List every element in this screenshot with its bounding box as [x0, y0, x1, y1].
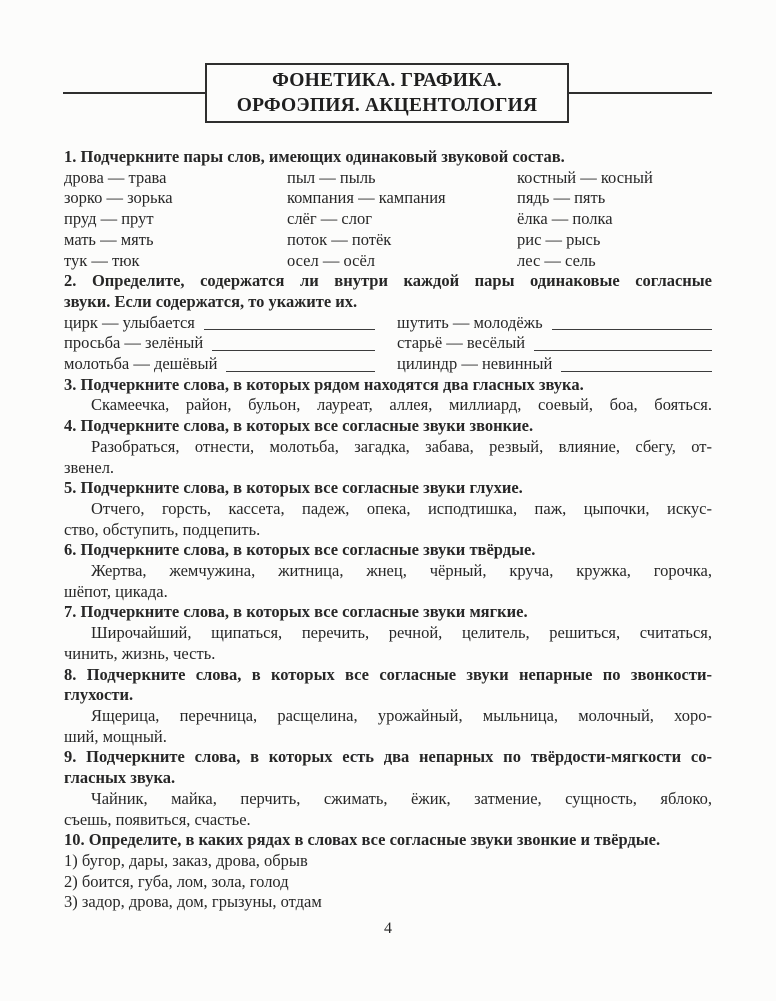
- word-pair: зорко — зорька: [64, 188, 173, 208]
- answer-blank: [226, 371, 375, 372]
- exercise-4-words-line-1: Разобраться, отнести, молотьба, загадка, забава, резвый, влияние, сбегу, от-: [91, 436, 712, 456]
- exercise-8-heading-line-2: глухости.: [64, 685, 134, 705]
- exercises-content: [64, 147, 712, 913]
- exercise-2-word-pairs: [64, 313, 712, 375]
- decorative-rule-right: [569, 92, 712, 94]
- word-pair: ёлка — полка: [517, 209, 613, 229]
- word-pair: цирк — улыбается: [64, 312, 195, 332]
- exercise-1-word-pairs: [64, 168, 712, 272]
- answer-blank: [204, 329, 375, 330]
- word-pair: тук — тюк: [64, 250, 140, 270]
- exercise-8-heading-line-1: 8. Подчеркните слова, в которых все согласные звуки непарные по звонкости-: [64, 664, 712, 684]
- chapter-title-line-1: ФОНЕТИКА. ГРАФИКА.: [272, 70, 502, 91]
- exercise-9-words-line-1: Чайник, майка, перчить, сжимать, ёжик, затмение, сущность, яблоко,: [91, 788, 712, 808]
- word-pair: цилиндр — невинный: [397, 354, 553, 374]
- exercise-7-heading: 7. Подчеркните слова, в которых все согласные звуки мягкие.: [64, 602, 528, 622]
- word-pair: шутить — молодёжь: [397, 312, 543, 332]
- exercise-4-heading: 4. Подчеркните слова, в которых все согласные звуки звонкие.: [64, 416, 534, 436]
- exercise-6-words-line-1: Жертва, жемчужина, житница, жнец, чёрный, круча, кружка, горочка,: [91, 561, 712, 581]
- exercise-9-heading-line-2: гласных звука.: [64, 768, 176, 788]
- word-pair: пыл — пыль: [287, 167, 376, 187]
- exercise-9-words-line-2: съешь, появиться, счастье.: [64, 809, 251, 829]
- chapter-header: [63, 63, 712, 123]
- exercise-2-heading-line-2: звуки. Если содержатся, то укажите их.: [64, 291, 358, 311]
- exercise-10-item-3: 3) задор, дрова, дом, грызуны, отдам: [64, 892, 322, 912]
- word-pair: костный — косный: [517, 167, 653, 187]
- exercise-8-words-line-1: Ящерица, перечница, расщелина, урожайный, мыльница, молочный, хоро-: [91, 705, 712, 725]
- exercise-5-heading: 5. Подчеркните слова, в которых все согласные звуки глухие.: [64, 478, 523, 498]
- word-pair: пядь — пять: [517, 188, 606, 208]
- exercise-8-words-line-2: ший, мощный.: [64, 726, 167, 746]
- decorative-rule-left: [63, 92, 205, 94]
- answer-blank: [534, 350, 712, 351]
- exercise-1-heading: 1. Подчеркните пары слов, имеющих одинаковый звуковой состав.: [64, 147, 565, 166]
- word-pair-with-blank: [397, 333, 712, 354]
- answer-blank: [552, 329, 712, 330]
- exercise-2-heading-line-1: 2. Определите, содержатся ли внутри каждой пары одинаковые согласные: [64, 271, 712, 291]
- exercise-10-item-2: 2) боится, губа, лом, зола, голод: [64, 871, 289, 891]
- word-pair: просьба — зелёный: [64, 333, 204, 353]
- exercise-5-words-line-1: Отчего, горсть, кассета, падеж, опека, исподтишка, паж, цыпочки, искус-: [91, 498, 712, 518]
- word-pair: мать — мять: [64, 229, 154, 249]
- chapter-title-line-2: ОРФОЭПИЯ. АКЦЕНТОЛОГИЯ: [236, 95, 538, 116]
- word-pair: молотьба — дешёвый: [64, 354, 218, 374]
- word-pair-with-blank: [64, 354, 397, 375]
- word-pair: рис — рысь: [517, 229, 601, 249]
- word-pair: поток — потёк: [287, 229, 392, 249]
- exercise-6-heading: 6. Подчеркните слова, в которых все согласные звуки твёрдые.: [64, 540, 536, 560]
- word-pair: слёг — слог: [287, 209, 372, 229]
- exercise-7-words-line-2: чинить, жизнь, честь.: [64, 643, 216, 663]
- word-pair-with-blank: [397, 354, 712, 375]
- exercise-3-words: Скамеечка, район, бульон, лауреат, аллея, миллиард, соевый, боа, бояться.: [91, 395, 712, 415]
- answer-blank: [561, 371, 712, 372]
- word-pair-with-blank: [64, 313, 397, 334]
- word-pair: пруд — прут: [64, 209, 154, 229]
- exercise-9-heading-line-1: 9. Подчеркните слова, в которых есть два непарных по твёрдости-мягкости со-: [64, 747, 712, 767]
- word-pair: дрова — трава: [64, 167, 167, 187]
- word-pair-with-blank: [64, 333, 397, 354]
- word-pair: старьё — весёлый: [397, 333, 526, 353]
- exercise-10-item-1: 1) бугор, дары, заказ, дрова, обрыв: [64, 850, 308, 870]
- word-pair: лес — сель: [517, 250, 596, 270]
- answer-blank: [212, 350, 375, 351]
- exercise-10-heading: 10. Определите, в каких рядах в словах все согласные звуки звонкие и твёрдые.: [64, 830, 661, 850]
- page-number: 4: [384, 920, 392, 937]
- chapter-title-box: [205, 63, 569, 123]
- word-pair-with-blank: [397, 313, 712, 334]
- word-pair: компания — кампания: [287, 188, 446, 208]
- word-pair: осел — осёл: [287, 250, 376, 270]
- exercise-6-words-line-2: шёпот, цикада.: [64, 581, 168, 601]
- exercise-4-words-line-2: звенел.: [64, 457, 115, 477]
- exercise-7-words-line-1: Широчайший, щипаться, перечить, речной, целитель, решиться, считаться,: [91, 623, 712, 643]
- exercise-3-heading: 3. Подчеркните слова, в которых рядом находятся два гласных звука.: [64, 374, 584, 394]
- exercise-5-words-line-2: ство, обступить, подцепить.: [64, 519, 261, 539]
